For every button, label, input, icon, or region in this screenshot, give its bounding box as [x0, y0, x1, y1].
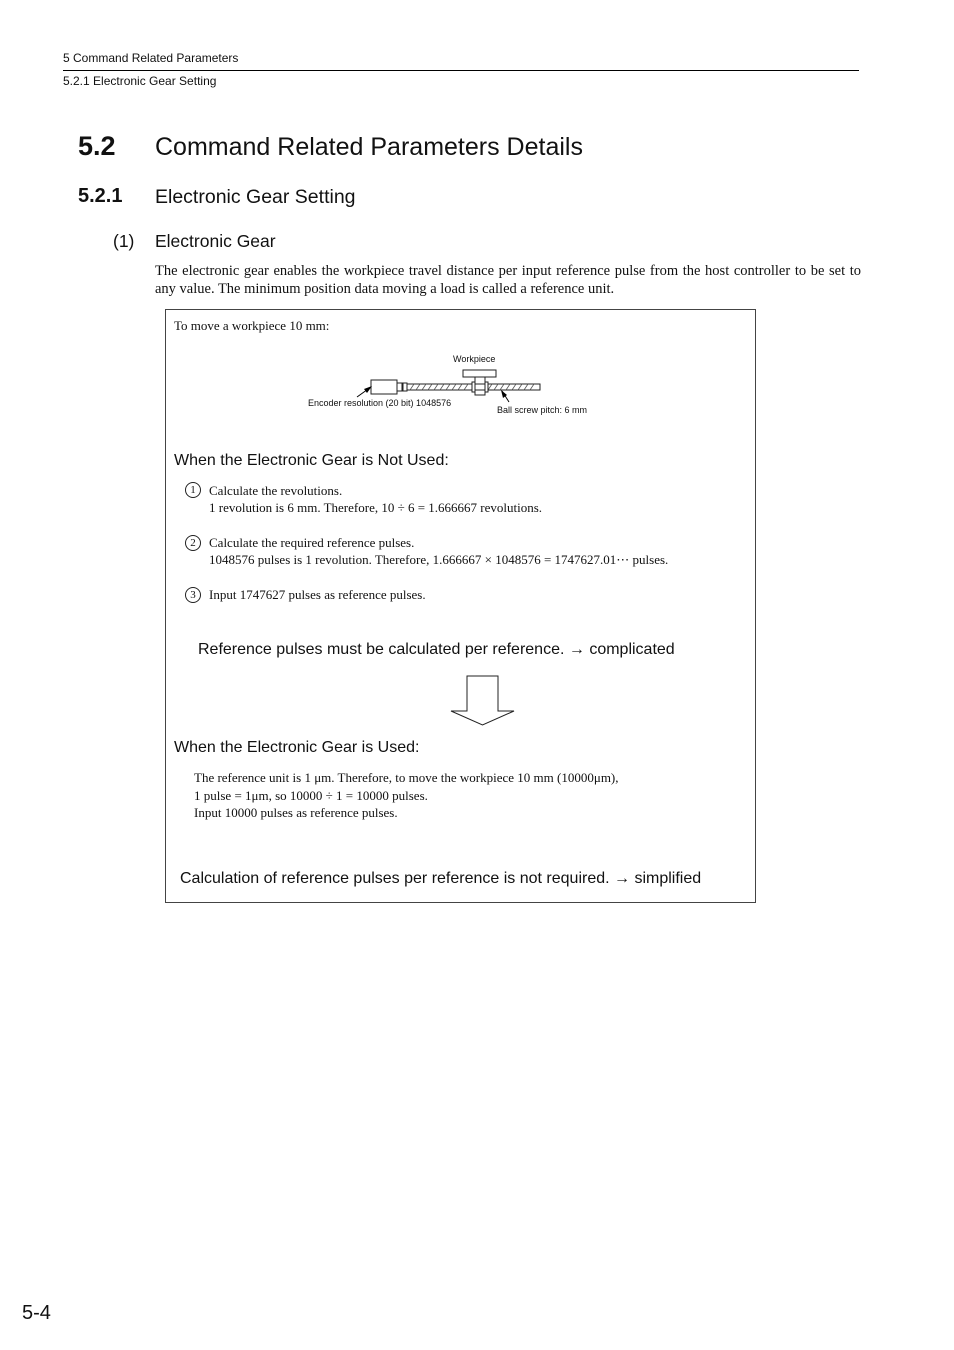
pitch-label: Ball screw pitch: 6 mm	[497, 405, 588, 415]
used-heading: When the Electronic Gear is Used:	[174, 739, 420, 756]
workpiece-plate	[463, 370, 496, 377]
encoder-label: Encoder resolution (20 bit) 1048576	[308, 398, 452, 408]
not-used-heading: When the Electronic Gear is Not Used:	[174, 452, 449, 469]
item-number: (1)	[113, 231, 135, 251]
body-paragraph: The electronic gear enables the workpiece travel distance per input reference pulse from the host controller to be set to any value. The minimum position data moving a load is called a reference unit.	[155, 263, 861, 297]
used-result: Calculation of reference pulses per reference is not required. → simplified	[180, 870, 702, 887]
used-explanation	[194, 769, 619, 822]
coupling-ring	[403, 383, 407, 391]
workpiece-label: Workpiece	[453, 354, 496, 364]
step-3-number: 3	[185, 587, 201, 603]
figure-intro: To move a workpiece 10 mm:	[174, 318, 330, 333]
step-1-line-2: 1 revolution is 6 mm. Therefore, 10 ÷ 6 = 1.666667 revolutions.	[209, 500, 543, 515]
section-number: 5.2	[78, 131, 116, 161]
step-1-line-1: Calculate the revolutions.	[209, 483, 343, 498]
page-number: 5-4	[22, 1302, 51, 1324]
item-title: Electronic Gear	[155, 231, 276, 251]
down-arrow-icon	[450, 675, 518, 727]
step-2-line-2: 1048576 pulses is 1 revolution. Therefore, 1.666667 × 1048576 = 1747627.01⋯ pulses.	[209, 552, 669, 567]
step-2-number: 2	[185, 535, 201, 551]
ball-screw-diagram	[300, 345, 560, 405]
used-line-1: The reference unit is 1 μm. Therefore, to move the workpiece 10 mm (10000μm),	[194, 770, 619, 785]
nut-right	[485, 382, 488, 392]
running-header-section: 5.2.1 Electronic Gear Setting	[63, 74, 217, 88]
not-used-result: Reference pulses must be calculated per reference. → complicated	[198, 641, 675, 658]
step-3-line-1: Input 1747627 pulses as reference pulses.	[209, 587, 426, 602]
subsection-number: 5.2.1	[78, 185, 123, 207]
section-title: Command Related Parameters Details	[155, 133, 583, 161]
used-line-3: Input 10000 pulses as reference pulses.	[194, 805, 398, 820]
motor-body	[371, 380, 397, 394]
motor-coupling	[397, 383, 402, 391]
nut-left	[472, 382, 475, 392]
step-2-line-1: Calculate the required reference pulses.	[209, 535, 415, 550]
subsection-title: Electronic Gear Setting	[155, 186, 356, 208]
running-header-chapter: 5 Command Related Parameters	[63, 51, 239, 65]
used-line-2: 1 pulse = 1μm, so 10000 ÷ 1 = 10000 pulses.	[194, 787, 428, 803]
step-1-number: 1	[185, 482, 201, 498]
header-rule	[63, 70, 859, 71]
